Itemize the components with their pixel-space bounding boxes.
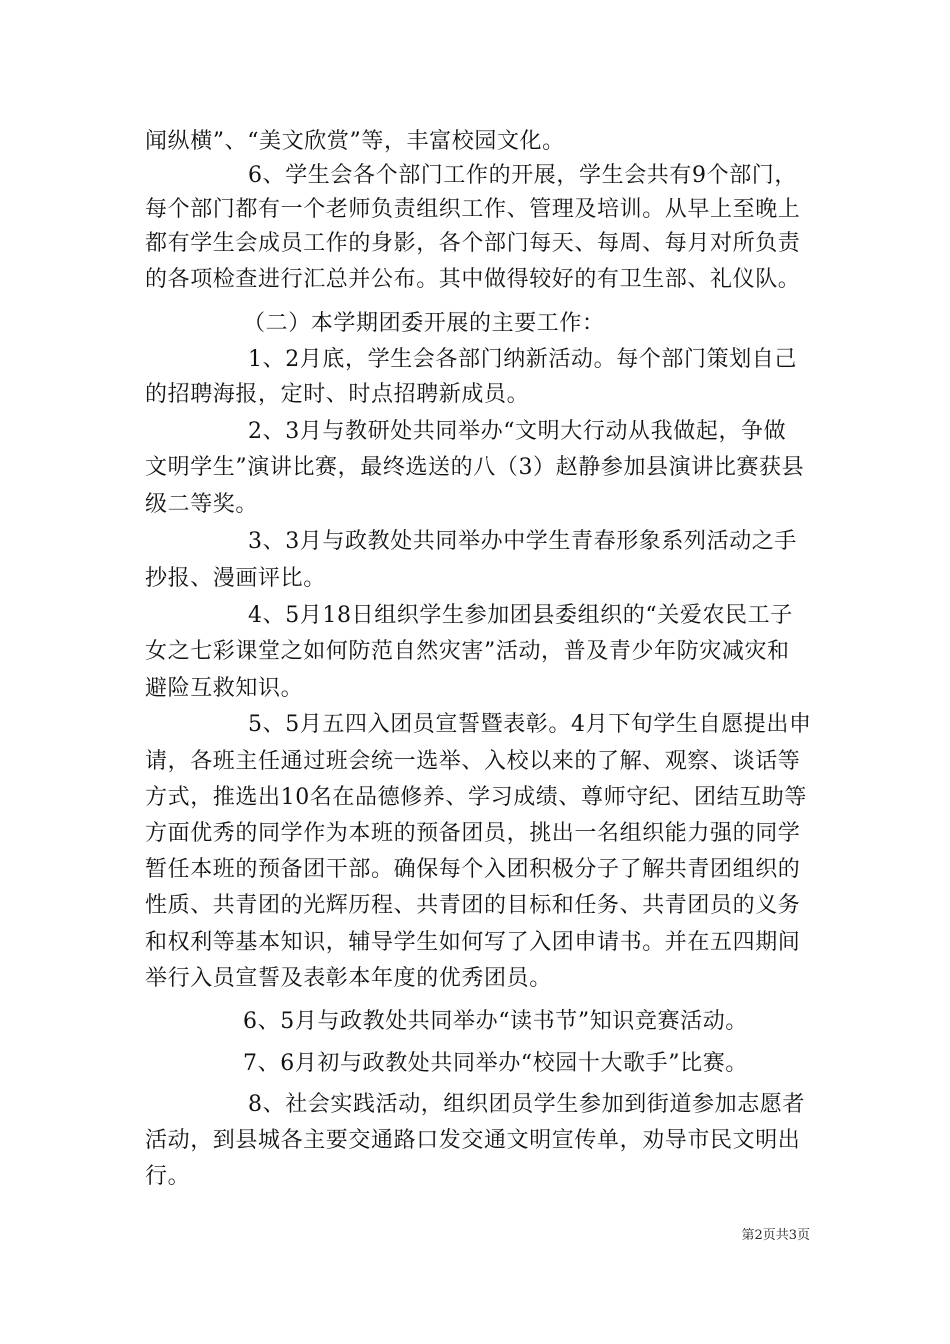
page-number: 第2页共3页 [741,1228,810,1243]
text-line: 每个部门都有一个老师负责组织工作、管理及培训。从早上至晚上 [145,197,801,222]
text-line: 方面优秀的同学作为本班的预备团员，挑出一名组织能力强的同学 [145,821,801,846]
text-line: 级二等奖。 [145,492,259,517]
text-line: 1、2月底，学生会各部门纳新活动。每个部门策划自己 [248,347,797,372]
text-line: 6、学生会各个部门工作的开展，学生会共有9个部门， [248,163,797,188]
text-line: 的招聘海报，定时、时点招聘新成员。 [145,382,530,407]
text-line: 行。 [145,1164,191,1189]
text-line: 避险互救知识。 [145,676,304,701]
text-line: 都有学生会成员工作的身影，各个部门每天、每周、每月对所负责 [145,231,801,256]
text-line: 请，各班主任通过班会统一选举、入校以来的了解、观察、谈话等 [145,749,801,774]
text-line: 抄报、漫画评比。 [145,566,326,591]
text-line: 方式，推选出10名在品德修养、学习成绩、尊师守纪、团结互助等 [145,785,807,810]
text-line: 5、5月五四入团员宣誓暨表彰。4月下旬学生自愿提出申 [248,712,812,737]
text-line: 4、5月18日组织学生参加团县委组织的“关爱农民工子 [248,603,793,628]
text-line: 暂任本班的预备团干部。确保每个入团积极分子了解共青团组织的 [145,857,801,882]
text-line: 7、6月初与政教处共同举办“校园十大歌手”比赛。 [243,1051,748,1076]
text-line: 女之七彩课堂之如何防范自然灾害”活动，普及青少年防灾减灾和 [145,639,790,664]
text-line: 的各项检查进行汇总并公布。其中做得较好的有卫生部、礼仪队。 [145,267,801,292]
text-line: 闻纵横”、“美文欣赏”等，丰富校园文化。 [145,129,565,154]
text-line: 文明学生”演讲比赛，最终选送的八（3）赵静参加县演讲比赛获县 [145,455,805,480]
text-line: 活动，到县城各主要交通路口发交通文明宣传单，劝导市民文明出 [145,1128,801,1153]
text-line: 8、社会实践活动，组织团员学生参加到街道参加志愿者 [248,1092,805,1117]
text-line: 3、3月与政教处共同举办中学生青春形象系列活动之手 [248,529,797,554]
section-heading: （二）本学期团委开展的主要工作： [243,311,605,336]
text-line: 和权利等基本知识，辅导学生如何写了入团申请书。并在五四期间 [145,930,801,955]
text-line: 性质、共青团的光辉历程、共青团的目标和任务、共青团员的义务 [145,893,801,918]
text-line: 2、3月与教研处共同举办“文明大行动从我做起，争做 [248,419,787,444]
text-line: 举行入员宣誓及表彰本年度的优秀团员。 [145,966,552,991]
text-line: 6、5月与政教处共同举办“读书节”知识竞赛活动。 [243,1009,748,1034]
